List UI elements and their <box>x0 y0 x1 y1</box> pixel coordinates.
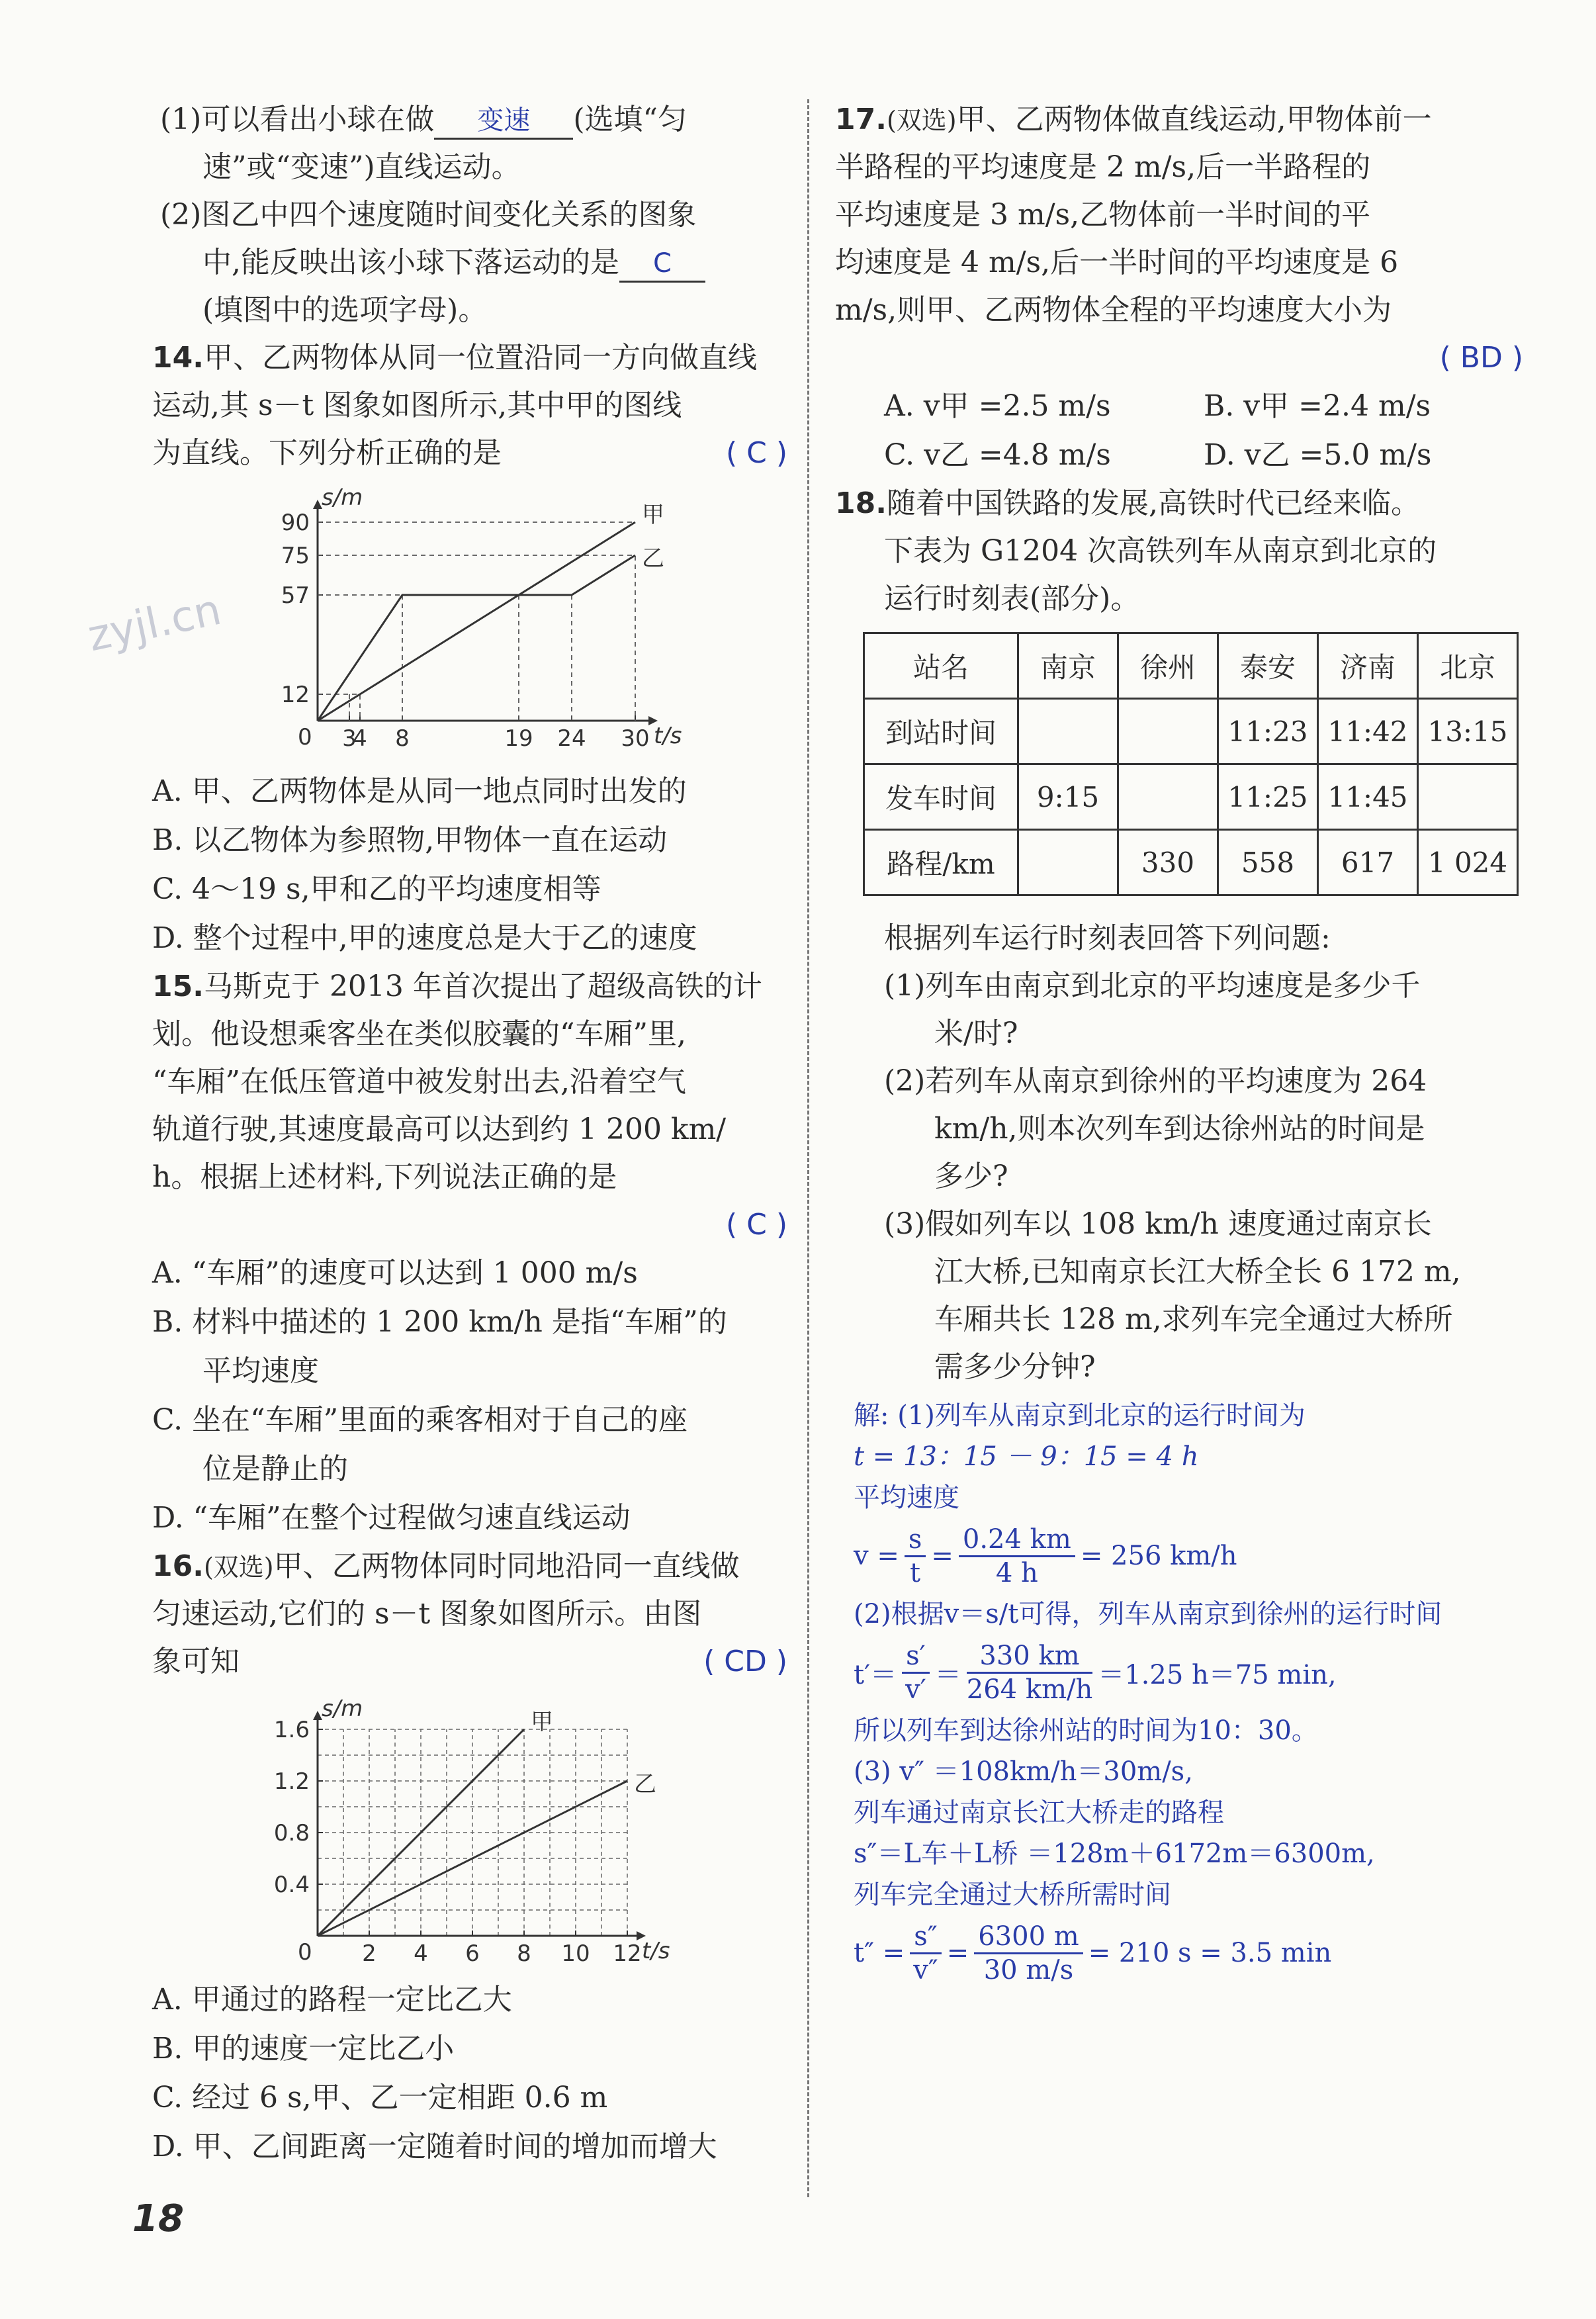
page-number: 18 <box>132 2197 184 2240</box>
fraction-num: s′ <box>902 1640 930 1674</box>
q14-option-b[interactable]: B. 以乙物体为参照物,甲物体一直在运动 <box>152 823 668 857</box>
q17-text: 甲、乙两物体做直线运动,甲物体前一 <box>956 103 1432 136</box>
fraction <box>902 1640 930 1705</box>
q15-line-3: “车厢”在低压管道中被发射出去,沿着空气 <box>152 1065 686 1099</box>
table-cell: 9:15 <box>1018 764 1118 830</box>
origin-label: 0 <box>298 1939 312 1966</box>
table-cell <box>1118 699 1218 764</box>
q15-option-d[interactable]: D. “车厢”在整个过程做匀速直线运动 <box>152 1501 631 1535</box>
y-tick-label: 90 <box>281 510 310 536</box>
q18-sub-3: (3)假如列车以 108 km/h 速度通过南京长 <box>884 1207 1432 1241</box>
q13-line-1 <box>152 96 787 144</box>
q15-option-c-cont: 位是静止的 <box>202 1452 348 1486</box>
y-axis-label: s/m <box>322 484 363 511</box>
q13-line-5: (填图中的选项字母)。 <box>202 293 488 327</box>
fraction-num: s <box>905 1523 926 1557</box>
q14-answer: ( C ) <box>725 436 787 470</box>
q14-option-c[interactable]: C. 4～19 s,甲和乙的平均速度相等 <box>152 872 601 906</box>
table-cell: 617 <box>1318 830 1418 895</box>
table-header-row <box>864 633 1518 699</box>
question-number: 16. <box>152 1549 204 1583</box>
question-number: 18. <box>835 486 887 520</box>
q13-text: (选填“匀 <box>573 103 687 136</box>
fraction <box>967 1640 1092 1705</box>
y-tick-label: 0.4 <box>273 1872 310 1898</box>
series-label: 乙 <box>642 545 664 572</box>
q13-text: (1)可以看出小球在做 <box>160 103 435 136</box>
formula-text: ＝1.25 h＝75 min, <box>1098 1659 1337 1690</box>
table-row <box>864 699 1518 764</box>
formula-text: t″ = <box>854 1938 905 1968</box>
formula-text: = 210 s = 3.5 min <box>1088 1938 1332 1968</box>
table-cell: 330 <box>1118 830 1218 895</box>
q14-text: 甲、乙两物体从同一位置沿同一方向做直线 <box>203 341 757 375</box>
right-column <box>835 96 1523 1991</box>
q16-line-1 <box>152 1543 787 1590</box>
q14-st-graph <box>271 482 695 760</box>
question-number: 15. <box>152 970 204 1003</box>
y-tick-label: 0.8 <box>273 1820 310 1846</box>
question-18 <box>835 480 1523 1991</box>
table-cell <box>1118 764 1218 830</box>
column-divider <box>807 99 809 2197</box>
q14-option-a[interactable]: A. 甲、乙两物体是从同一地点同时出发的 <box>152 774 687 808</box>
y-tick-label: 12 <box>281 682 310 708</box>
fraction-den: 30 m/s <box>983 1954 1074 1985</box>
q15-option-b-cont: 平均速度 <box>202 1354 319 1388</box>
solution-line: 列车通过南京长江大桥走的路程 <box>854 1797 1224 1828</box>
question-15 <box>152 963 787 1543</box>
q15-line-1 <box>152 963 787 1011</box>
q18-handwritten-solution <box>835 1395 1523 1991</box>
fraction <box>974 1921 1083 1986</box>
q13-answer-blank-1[interactable]: 变速 <box>434 103 573 140</box>
fraction-den: v″ <box>913 1954 938 1985</box>
solution-line: t = 13：15 － 9：15 = 4 h <box>854 1441 1199 1472</box>
series-line-yi <box>318 555 635 721</box>
series-label: 甲 <box>531 1709 553 1735</box>
solution-line: 所以列车到达徐州站的时间为10：30。 <box>854 1715 1318 1746</box>
q15-answer: ( C ) <box>725 1208 787 1242</box>
series-label: 甲 <box>642 502 664 528</box>
q15-answer-line <box>152 1201 787 1249</box>
question-13 <box>152 96 787 334</box>
q18-sub-3-cont: 江大桥,已知南京长江大桥全长 6 172 m, <box>934 1255 1461 1289</box>
q15-line-5: h。根据上述材料,下列说法正确的是 <box>152 1160 617 1194</box>
fraction <box>910 1921 941 1986</box>
x-axis-label: t/s <box>654 723 682 749</box>
formula-text: v = <box>854 1541 899 1571</box>
q14-option-d[interactable]: D. 整个过程中,甲的速度总是大于乙的速度 <box>152 921 697 955</box>
table-cell: 路程/km <box>864 830 1018 895</box>
solution-line: (3) v″ ＝108km/h＝30m/s, <box>854 1756 1193 1787</box>
question-14 <box>152 334 787 963</box>
q16-option-d[interactable]: D. 甲、乙间距离一定随着时间的增加而增大 <box>152 2130 717 2163</box>
solution-formula-1 <box>854 1518 1523 1594</box>
q18-sub-3-cont3: 需多少分钟? <box>934 1350 1096 1384</box>
fraction <box>905 1523 926 1589</box>
q18-text: 随着中国铁路的发展,高铁时代已经来临。 <box>886 486 1420 520</box>
q18-sub-2-cont2: 多少? <box>934 1160 1008 1193</box>
fraction-num: 330 km <box>967 1640 1092 1674</box>
q17-line-1 <box>835 96 1523 144</box>
q16-line-3 <box>152 1638 787 1686</box>
x-tick-label: 8 <box>517 1940 531 1967</box>
guide-line <box>318 555 635 721</box>
question-16 <box>152 1543 787 2171</box>
q17-option-c[interactable]: C. v乙 =4.8 m/s <box>884 438 1111 472</box>
q17-line-5: m/s,则甲、乙两物体全程的平均速度大小为 <box>835 293 1392 327</box>
formula-text: t′＝ <box>854 1659 897 1690</box>
table-cell: 13:15 <box>1418 699 1518 764</box>
q14-text: 为直线。下列分析正确的是 <box>152 436 502 470</box>
q17-option-a[interactable]: A. v甲 =2.5 m/s <box>884 389 1111 423</box>
fraction-den: v′ <box>905 1674 926 1705</box>
q18-sub-1-cont: 米/时? <box>934 1017 1018 1050</box>
y-axis-label: s/m <box>322 1696 363 1722</box>
x-tick-label: 19 <box>504 725 533 752</box>
table-cell: 11:45 <box>1318 764 1418 830</box>
q15-option-c[interactable]: C. 坐在“车厢”里面的乘客相对于自己的座 <box>152 1403 688 1437</box>
solution-line: (2)根据v＝s/t可得，列车从南京到徐州的运行时间 <box>854 1599 1442 1629</box>
q16-graph-svg <box>258 1691 695 1969</box>
q18-line-3: 运行时刻表(部分)。 <box>884 582 1140 615</box>
table-cell: 1 024 <box>1418 830 1518 895</box>
table-cell: 558 <box>1218 830 1318 895</box>
y-tick-label: 75 <box>281 543 310 569</box>
q16-answer: ( CD ) <box>703 1645 787 1678</box>
x-axis-label: t/s <box>642 1938 670 1964</box>
origin-label: 0 <box>298 724 312 750</box>
fraction <box>959 1523 1075 1589</box>
question-number: 14. <box>152 341 204 375</box>
q15-option-b[interactable]: B. 材料中描述的 1 200 km/h 是指“车厢”的 <box>152 1305 727 1339</box>
solution-line: 列车完全通过大桥所需时间 <box>854 1880 1171 1910</box>
solution-formula-2 <box>854 1635 1523 1710</box>
table-cell: 发车时间 <box>864 764 1018 830</box>
table-cell <box>1418 764 1518 830</box>
table-cell: 南京 <box>1018 633 1118 699</box>
formula-text: = 256 km/h <box>1080 1541 1237 1571</box>
table-cell: 济南 <box>1318 633 1418 699</box>
table-cell: 11:23 <box>1218 699 1318 764</box>
q17-answer-line <box>835 334 1523 382</box>
q16-st-graph <box>258 1691 695 1969</box>
x-tick-label: 6 <box>465 1940 480 1967</box>
table-cell <box>1018 699 1118 764</box>
q17-option-d[interactable]: D. v乙 =5.0 m/s <box>1204 438 1432 472</box>
fraction-den: 264 km/h <box>966 1674 1093 1705</box>
formula-text: ＝ <box>934 1659 961 1690</box>
q13-text: 中,能反映出该小球下落运动的是 <box>202 246 619 279</box>
x-tick-label: 3 <box>342 725 357 752</box>
x-tick-label: 30 <box>621 725 650 752</box>
table-row <box>864 764 1518 830</box>
fraction-den: 4 h <box>995 1557 1038 1588</box>
q18-sub-1: (1)列车由南京到北京的平均速度是多少千 <box>884 969 1421 1003</box>
q14-line-1 <box>152 334 787 382</box>
table-cell: 徐州 <box>1118 633 1218 699</box>
q16-text: 甲、乙两物体同时同地沿同一直线做 <box>273 1549 740 1583</box>
q14-line-3 <box>152 430 787 477</box>
q17-line-4: 均速度是 4 m/s,后一半时间的平均速度是 6 <box>835 246 1399 279</box>
series-label: 乙 <box>634 1771 656 1797</box>
series-line-jia <box>318 522 635 721</box>
question-17 <box>835 96 1523 480</box>
q16-line-2: 匀速运动,它们的 s－t 图象如图所示。由图 <box>152 1597 702 1631</box>
q18-line-1 <box>835 480 1523 527</box>
table-cell: 11:25 <box>1218 764 1318 830</box>
q18-sub-3-cont2: 车厢共长 128 m,求列车完全通过大桥所 <box>934 1302 1453 1336</box>
table-cell: 11:42 <box>1318 699 1418 764</box>
table-cell: 泰安 <box>1218 633 1318 699</box>
q16-option-a[interactable]: A. 甲通过的路程一定比乙大 <box>152 1983 512 2017</box>
q14-line-2: 运动,其 s－t 图象如图所示,其中甲的图线 <box>152 388 682 422</box>
q18-prompt: 根据列车运行时刻表回答下列问题: <box>884 921 1331 955</box>
solution-line: 平均速度 <box>854 1482 959 1513</box>
q17-options-row-2 <box>835 431 1523 480</box>
q13-line-2: 速”或“变速”)直线运动。 <box>202 150 521 184</box>
fraction-num: s″ <box>910 1921 941 1954</box>
y-axis-arrow <box>313 500 322 509</box>
q16-text: 象可知 <box>152 1645 240 1678</box>
y-tick-label: 1.2 <box>273 1768 310 1795</box>
q15-line-4: 轨道行驶,其速度最高可以达到约 1 200 km/ <box>152 1113 727 1146</box>
q18-line-2: 下表为 G1204 次高铁列车从南京到北京的 <box>884 534 1437 568</box>
q16-tag: (双选) <box>203 1553 274 1582</box>
table-cell <box>1018 830 1118 895</box>
q15-line-2: 划。他设想乘客坐在类似胶囊的“车厢”里, <box>152 1017 686 1051</box>
q18-sub-2-cont: km/h,则本次列车到达徐州站的时间是 <box>934 1112 1425 1146</box>
q17-answer: ( BD ) <box>1439 341 1523 375</box>
solution-formula-3 <box>854 1915 1523 1991</box>
x-tick-label: 8 <box>395 725 410 752</box>
table-cell: 站名 <box>864 633 1018 699</box>
left-column <box>152 96 787 2171</box>
x-tick-label: 4 <box>414 1940 428 1967</box>
x-tick-label: 12 <box>613 1940 642 1967</box>
solution-line: s″＝L车＋L桥 ＝128m＋6172m＝6300m, <box>854 1839 1375 1869</box>
y-tick-label: 1.6 <box>273 1717 310 1743</box>
q13-line-3: (2)图乙中四个速度随时间变化关系的图象 <box>160 198 697 232</box>
q13-answer-blank-2[interactable]: C <box>619 246 705 283</box>
x-tick-label: 2 <box>362 1940 377 1967</box>
q17-tag: (双选) <box>886 106 957 135</box>
formula-text: = <box>931 1541 953 1571</box>
fraction-den: t <box>910 1557 921 1588</box>
question-number: 17. <box>835 103 887 136</box>
q17-line-3: 平均速度是 3 m/s,乙物体前一半时间的平 <box>835 198 1371 232</box>
q17-options-row-1 <box>835 382 1523 431</box>
table-row <box>864 830 1518 895</box>
table-cell: 北京 <box>1418 633 1518 699</box>
q16-option-c[interactable]: C. 经过 6 s,甲、乙一定相距 0.6 m <box>152 2081 608 2114</box>
q16-option-b[interactable]: B. 甲的速度一定比乙小 <box>152 2032 455 2066</box>
q17-line-2: 半路程的平均速度是 2 m/s,后一半路程的 <box>835 150 1371 184</box>
table-cell: 到站时间 <box>864 699 1018 764</box>
q17-option-b[interactable]: B. v甲 =2.4 m/s <box>1204 389 1431 423</box>
fraction-num: 6300 m <box>974 1921 1083 1954</box>
q15-text: 马斯克于 2013 年首次提出了超级高铁的计 <box>203 970 762 1003</box>
train-timetable <box>863 632 1519 896</box>
q15-option-a[interactable]: A. “车厢”的速度可以达到 1 000 m/s <box>152 1256 638 1290</box>
formula-text: = <box>946 1938 969 1968</box>
y-axis-arrow <box>313 1711 322 1720</box>
y-tick-label: 57 <box>281 582 310 609</box>
q14-graph-svg <box>271 482 695 760</box>
watermark: zyjl.cn <box>83 585 226 662</box>
x-tick-label: 4 <box>353 725 367 752</box>
fraction-num: 0.24 km <box>959 1523 1075 1557</box>
x-tick-label: 10 <box>561 1940 590 1967</box>
q13-line-4 <box>152 239 787 287</box>
x-tick-label: 24 <box>557 725 586 752</box>
solution-line: 解: (1)列车从南京到北京的运行时间为 <box>854 1400 1306 1431</box>
q18-sub-2: (2)若列车从南京到徐州的平均速度为 264 <box>884 1064 1427 1098</box>
